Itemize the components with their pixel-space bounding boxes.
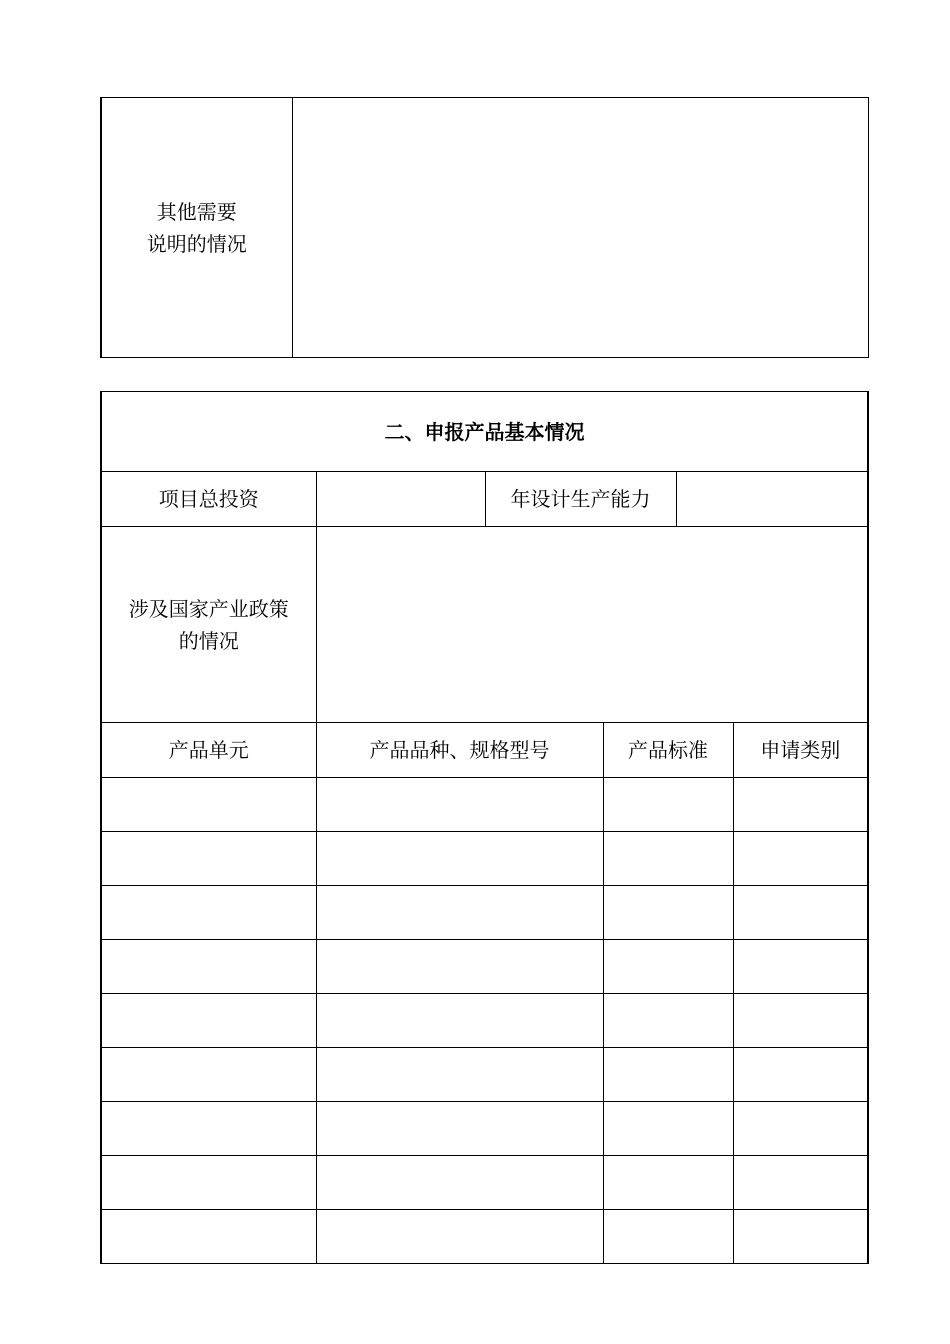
table-row: [101, 1102, 868, 1156]
cell-product-unit[interactable]: [101, 940, 316, 994]
section-title-row: [101, 392, 868, 472]
cell-product-unit[interactable]: [101, 886, 316, 940]
cell-product-unit[interactable]: [101, 1048, 316, 1102]
table-row: [101, 886, 868, 940]
cell-product-standard[interactable]: [603, 1156, 733, 1210]
policy-row: [101, 527, 868, 723]
other-info-value[interactable]: [292, 98, 868, 358]
cell-product-unit[interactable]: [101, 1210, 316, 1264]
cell-product-unit[interactable]: [101, 994, 316, 1048]
cell-product-standard[interactable]: [603, 940, 733, 994]
other-info-table: [100, 97, 869, 358]
cell-product-standard[interactable]: [603, 778, 733, 832]
cell-application-type[interactable]: [733, 1102, 868, 1156]
cell-product-spec[interactable]: [316, 1156, 603, 1210]
col-header-product-standard: 产品标准: [603, 723, 733, 778]
table-row: [101, 994, 868, 1048]
cell-application-type[interactable]: [733, 778, 868, 832]
cell-product-standard[interactable]: [603, 886, 733, 940]
cell-product-standard[interactable]: [603, 832, 733, 886]
cell-application-type[interactable]: [733, 940, 868, 994]
cell-product-spec[interactable]: [316, 778, 603, 832]
cell-product-unit[interactable]: [101, 832, 316, 886]
cell-product-unit[interactable]: [101, 778, 316, 832]
table-row: [101, 1210, 868, 1264]
col-header-application-type: 申请类别: [733, 723, 868, 778]
investment-row: [101, 472, 868, 527]
capacity-value[interactable]: [676, 472, 868, 527]
policy-label-line1: 涉及国家产业政策: [128, 596, 289, 621]
other-info-row: [101, 98, 868, 358]
other-info-label-line1: 其他需要: [156, 199, 237, 224]
cell-product-spec[interactable]: [316, 1210, 603, 1264]
policy-value[interactable]: [316, 527, 868, 723]
policy-label-line2: 的情况: [178, 628, 239, 653]
table-row: [101, 940, 868, 994]
cell-product-spec[interactable]: [316, 886, 603, 940]
cell-application-type[interactable]: [733, 994, 868, 1048]
cell-product-spec[interactable]: [316, 994, 603, 1048]
table-row: [101, 832, 868, 886]
cell-product-unit[interactable]: [101, 1156, 316, 1210]
col-header-product-unit: 产品单元: [101, 723, 316, 778]
other-info-label: [101, 98, 292, 358]
cell-product-spec[interactable]: [316, 940, 603, 994]
cell-product-standard[interactable]: [603, 1048, 733, 1102]
cell-application-type[interactable]: [733, 832, 868, 886]
cell-application-type[interactable]: [733, 1210, 868, 1264]
policy-label: [101, 527, 316, 723]
cell-application-type[interactable]: [733, 886, 868, 940]
cell-application-type[interactable]: [733, 1156, 868, 1210]
section-title: 二、申报产品基本情况: [101, 392, 868, 472]
table-row: [101, 778, 868, 832]
investment-value[interactable]: [316, 472, 485, 527]
cell-product-spec[interactable]: [316, 832, 603, 886]
cell-product-unit[interactable]: [101, 1102, 316, 1156]
cell-product-standard[interactable]: [603, 1102, 733, 1156]
col-header-product-spec: 产品品种、规格型号: [316, 723, 603, 778]
cell-product-spec[interactable]: [316, 1102, 603, 1156]
other-info-label-line2: 说明的情况: [146, 231, 247, 256]
cell-application-type[interactable]: [733, 1048, 868, 1102]
cell-product-spec[interactable]: [316, 1048, 603, 1102]
cell-product-standard[interactable]: [603, 1210, 733, 1264]
product-info-table: [100, 391, 869, 1264]
column-header-row: [101, 723, 868, 778]
table-row: [101, 1048, 868, 1102]
investment-label: 项目总投资: [101, 472, 316, 527]
capacity-label: 年设计生产能力: [485, 472, 676, 527]
cell-product-standard[interactable]: [603, 994, 733, 1048]
table-row: [101, 1156, 868, 1210]
